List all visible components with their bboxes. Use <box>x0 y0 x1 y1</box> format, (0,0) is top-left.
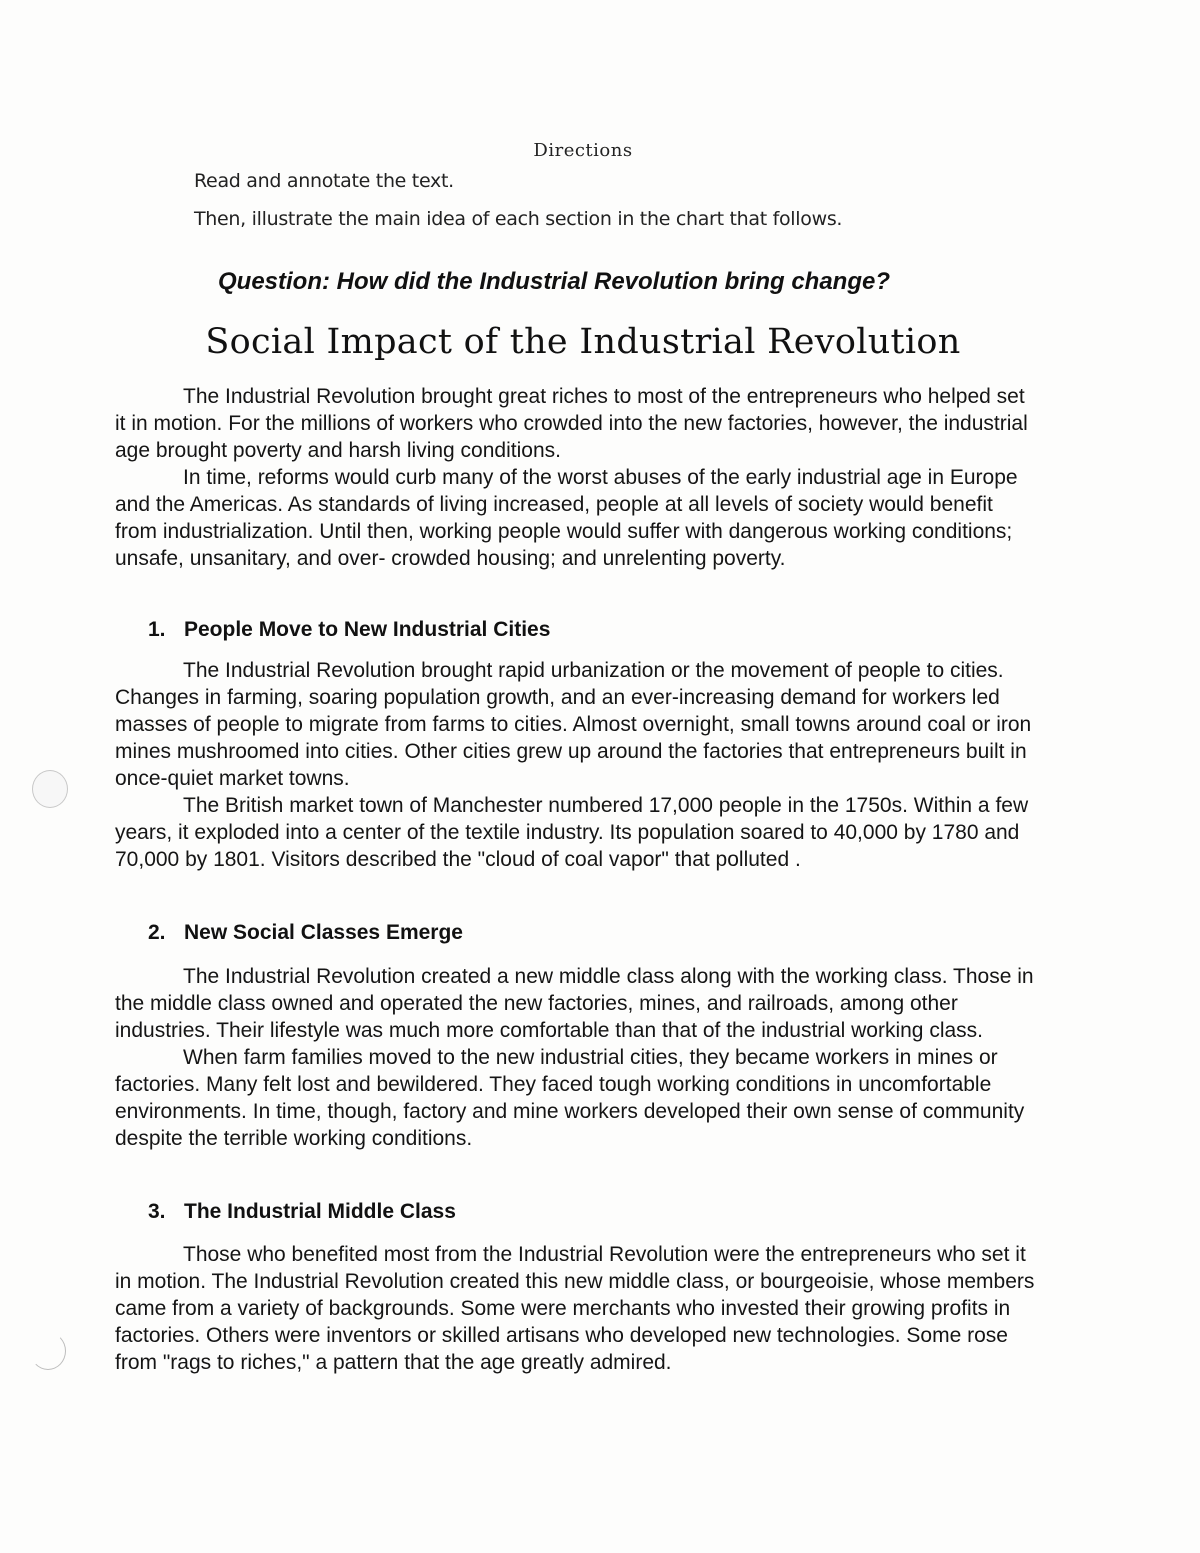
section-2-text <box>115 963 1035 1152</box>
section-3-heading <box>148 1200 456 1224</box>
section-1-paragraph-2: The British market town of Manchester numbered 17,000 people in the 1750s. Within a few years, it exploded into a center of the textile industry. Its population soared to 40,000 by 1780 and 70,000 by 1801. Visitors described the "cloud of coal vapor" that polluted . <box>115 794 1029 871</box>
section-1-heading <box>148 618 550 642</box>
section-3-number: 3. <box>148 1200 166 1223</box>
section-1-paragraph-1: The Industrial Revolution brought rapid urbanization or the movement of people to cities. Changes in farming, soaring population growth, and an ever-increasing demand for workers led masses of people to migrate from farms to cities. Almost overnight, small towns around coal or iron mines mushroomed into cities. Other cities grew up around the factories that entrepreneurs built in once-quiet market towns. <box>115 659 1032 790</box>
binder-hole <box>30 1332 66 1370</box>
directions-title: Directions <box>533 140 633 161</box>
section-2-paragraph-1: The Industrial Revolution created a new middle class along with the working class. Those in the middle class owned and operated the new factories, mines, and railroads, among other industries. Their lifestyle was much more comfortable than that of the industrial working class. <box>115 965 1034 1042</box>
section-3-title: The Industrial Middle Class <box>184 1200 456 1223</box>
section-2-heading <box>148 921 463 945</box>
section-2-title: New Social Classes Emerge <box>184 921 463 944</box>
section-1-title: People Move to New Industrial Cities <box>184 618 551 641</box>
section-2-paragraph-2: When farm families moved to the new industrial cities, they became workers in mines or factories. Many felt lost and bewildered. They faced tough working conditions in uncomfortable environments. In time, though, factory and mine workers developed their own sense of community despite the terrible working conditions. <box>115 1046 1025 1150</box>
intro-text <box>115 383 1035 572</box>
question-heading: Question: How did the Industrial Revolution bring change? <box>218 268 890 295</box>
directions-line-1: Read and annotate the text. <box>194 170 454 192</box>
directions-line-2: Then, illustrate the main idea of each section in the chart that follows. <box>194 208 843 230</box>
page-title: Social Impact of the Industrial Revolution <box>205 322 961 362</box>
intro-paragraph-2: In time, reforms would curb many of the worst abuses of the early industrial age in Europe and the Americas. As standards of living increased, people at all levels of society would benefit from industrialization. Until then, working people would suffer with dangerous working conditions; unsafe, unsanitary, and over- crowded housing; and unrelenting poverty. <box>115 466 1018 570</box>
section-1-number: 1. <box>148 618 166 641</box>
intro-paragraph-1: The Industrial Revolution brought great riches to most of the entrepreneurs who helped set it in motion. For the millions of workers who crowded into the new factories, however, the industrial age brought poverty and harsh living conditions. <box>115 385 1028 462</box>
section-3-paragraph-1: Those who benefited most from the Industrial Revolution were the entrepreneurs who set it in motion. The Industrial Revolution created this new middle class, or bourgeoisie, whose members came from a variety of backgrounds. Some were merchants who invested their growing profits in factories. Others were inventors or skilled artisans who developed new technologies. Some rose from "rags to riches," a pattern that the age greatly admired. <box>115 1243 1035 1374</box>
section-3-text <box>115 1241 1035 1376</box>
binder-hole <box>32 770 68 808</box>
section-2-number: 2. <box>148 921 166 944</box>
section-1-text <box>115 657 1035 873</box>
